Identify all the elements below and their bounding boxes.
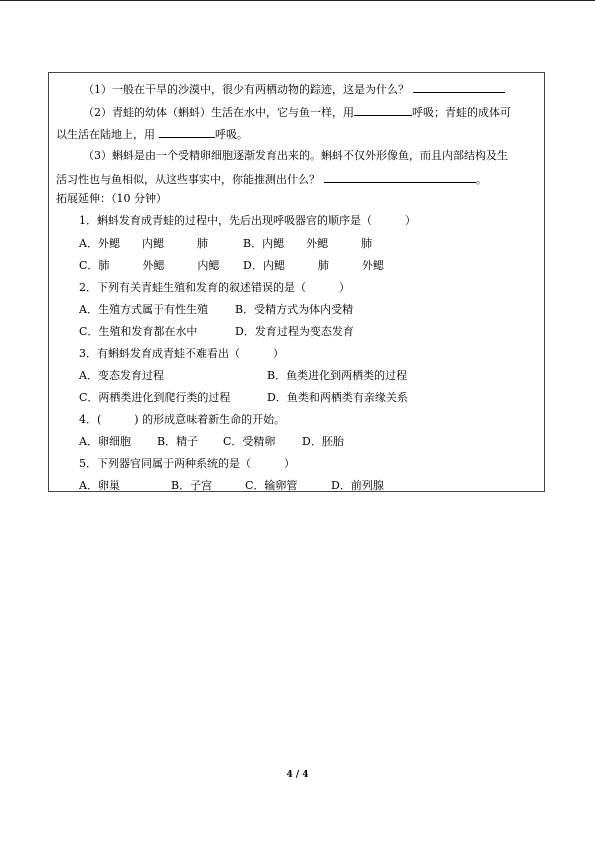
question-3-stem: 3．有蝌蚪发育成青蛙不难看出（ ） — [79, 347, 284, 360]
question-3-option-b[interactable]: B．鱼类进化到两栖类的过程 — [267, 369, 408, 382]
question-1-option-a[interactable]: A．外鳃 内鳃 肺 — [79, 237, 208, 250]
q1-text: （1）一般在干旱的沙漠中，很少有两栖动物的踪迹，这是为什么？ — [83, 83, 409, 96]
exercise-box — [48, 72, 545, 492]
question-2-options-row2 — [79, 325, 519, 339]
q1-line — [83, 81, 505, 97]
q3-line2b: 。 — [476, 173, 487, 186]
question-1-option-b[interactable]: B．内鳃 外鳃 肺 — [243, 237, 373, 250]
question-4-options — [79, 435, 519, 449]
top-rule — [0, 0, 595, 1]
question-3-options-row1 — [79, 369, 519, 383]
question-1-options-row1 — [79, 237, 519, 251]
question-3-option-a[interactable]: A．变态发育过程 — [79, 369, 164, 382]
question-1-stem: 1．蝌蚪发育成青蛙的过程中，先后出现呼吸器官的顺序是（ ） — [79, 214, 416, 227]
question-2-options-row1 — [79, 303, 519, 317]
q2-blank-adult[interactable] — [159, 126, 215, 138]
question-3-option-d[interactable]: D．鱼类和两栖类有亲缘关系 — [267, 391, 408, 404]
extension-title: 拓展延伸：（10 分钟） — [56, 192, 167, 205]
q2-part2: 呼吸；青蛙的成体可 — [412, 106, 511, 119]
question-1-options-row2 — [79, 259, 519, 273]
q3-line1 — [83, 149, 508, 163]
question-2-option-b[interactable]: B．受精方式为体内受精 — [235, 303, 354, 316]
question-2-stem: 2．下列有关青蛙生殖和发育的叙述错误的是（ ） — [79, 281, 350, 294]
q2-blank-larva[interactable] — [354, 104, 412, 116]
q1-answer-blank[interactable] — [413, 81, 505, 93]
question-5-option-c[interactable]: C．输卵管 — [245, 479, 298, 492]
question-1-option-c[interactable]: C．肺 外鳃 内鳃 — [79, 259, 220, 272]
q2-part1: （2）青蛙的幼体（蝌蚪）生活在水中，它与鱼一样，用 — [83, 106, 354, 119]
question-5-stem: 5．下列器官同属于两种系统的是（ ） — [79, 457, 295, 470]
question-5-option-d[interactable]: D．前列腺 — [331, 479, 384, 492]
question-4-stem: 4．( ) 的形成意味着新生命的开始。 — [79, 413, 286, 426]
q2-line1 — [83, 104, 511, 120]
q2-line2a: 以生活在陆地上，用 — [56, 128, 155, 141]
page-number: 4 / 4 — [286, 770, 309, 780]
q2-line2 — [56, 126, 248, 142]
question-3-option-c[interactable]: C．两栖类进化到爬行类的过程 — [79, 391, 231, 404]
question-4-option-b[interactable]: B．精子 — [157, 435, 199, 448]
q2-line2b: 呼吸。 — [215, 128, 248, 141]
q3-line2 — [56, 171, 487, 187]
q3-line2a: 活习性也与鱼相似，从这些事实中，你能推测出什么？ — [56, 173, 320, 186]
question-2-option-a[interactable]: A．生殖方式属于有性生殖 — [79, 303, 208, 316]
question-5-option-a[interactable]: A．卵巢 — [79, 479, 120, 492]
question-5-options — [79, 479, 519, 493]
question-4-option-a[interactable]: A．卵细胞 — [79, 435, 131, 448]
q3-line1-text: （3）蝌蚪是由一个受精卵细胞逐渐发育出来的。蝌蚪不仅外形像鱼，而且内部结构及生 — [83, 149, 508, 162]
question-2-option-c[interactable]: C．生殖和发育都在水中 — [79, 325, 198, 338]
q3-answer-blank[interactable] — [324, 171, 476, 183]
question-4-option-c[interactable]: C．受精卵 — [223, 435, 276, 448]
question-4-option-d[interactable]: D．胚胎 — [302, 435, 344, 448]
question-5-option-b[interactable]: B．子宫 — [171, 479, 213, 492]
question-1-option-d[interactable]: D．内鳃 肺 外鳃 — [243, 259, 384, 272]
question-3-options-row2 — [79, 391, 519, 405]
question-2-option-d[interactable]: D．发育过程为变态发育 — [235, 325, 354, 338]
